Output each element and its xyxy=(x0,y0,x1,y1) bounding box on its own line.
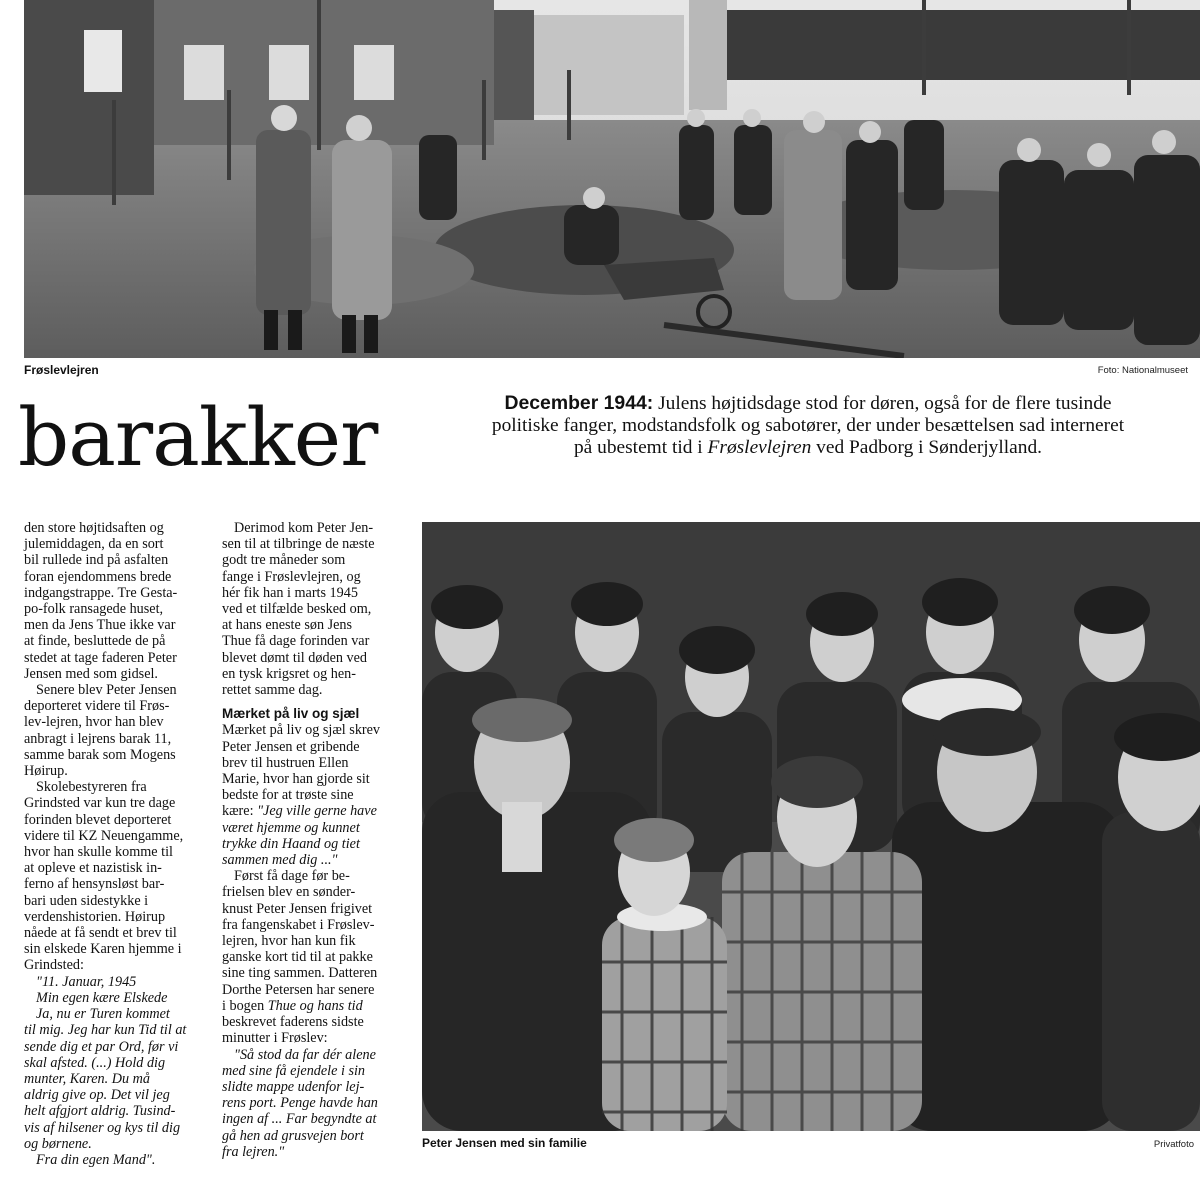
quote-line: slidte mappe udenfor lej- xyxy=(222,1078,365,1095)
text-line: ferno af hensynsløst bar- xyxy=(24,876,165,893)
intro-lead: December 1944: xyxy=(504,392,654,414)
text-line: Først få dage før be- xyxy=(234,868,350,885)
text-line: knust Peter Jensen frigivet xyxy=(222,900,373,917)
intro-deck xyxy=(428,392,1188,459)
intro-line-3a: på ubestemt tid i xyxy=(573,437,708,458)
text-line: at finde, besluttede de på xyxy=(24,633,166,650)
text-line: blevet dømt til døden ved xyxy=(222,649,367,666)
family-photo-credit: Privatfoto xyxy=(1153,1139,1194,1150)
camp-photo-caption: Frøslevlejren xyxy=(24,363,99,377)
family-photo xyxy=(422,522,1200,1131)
letter-line: Ja, nu er Turen kommet xyxy=(36,1006,170,1023)
text-line: lejren, hvor han kun fik xyxy=(222,933,356,950)
text-line: sen til at tilbringe de næste xyxy=(222,536,375,553)
text-line: godt tre måneder som xyxy=(222,552,346,569)
text-line: Marie, hvor han gjorde sit xyxy=(222,771,370,788)
text-line: Derimod kom Peter Jen- xyxy=(234,520,374,536)
text-line: sin elskede Karen hjemme i xyxy=(24,941,182,958)
article-column-1 xyxy=(24,520,214,1168)
text-line: Jensen med som gidsel. xyxy=(24,665,158,682)
letter-line: skal afsted. (...) Hold dig xyxy=(24,1054,166,1071)
text-line: Mærket på liv og sjæl skrev xyxy=(222,722,381,739)
text-line: hér fik han i marts 1945 xyxy=(222,584,358,601)
intro-line-3b: ved Padborg i Sønderjylland. xyxy=(811,437,1042,458)
text-line: verdenshistorien. Høirup xyxy=(24,908,166,925)
headline: barakker xyxy=(18,391,378,484)
subheading: Mærket på liv og sjæl xyxy=(222,706,360,722)
text-line: fange i Frøslevlejren, og xyxy=(222,568,361,585)
letter-line: aldrig give op. Det vil jeg xyxy=(24,1087,170,1104)
text-line: Skolebestyreren fra xyxy=(36,779,147,796)
text-line: at hans eneste søn Jens xyxy=(222,617,353,634)
text-line: frielsen blev en sønder- xyxy=(222,884,356,901)
text-line: anbragt i lejrens barak 11, xyxy=(24,730,172,747)
text-line: julemiddagen, da en sort xyxy=(24,536,164,553)
text-line: sine ting sammen. Datteren xyxy=(222,965,378,982)
text-line: fra fangenskabet i Frøslev- xyxy=(222,916,375,933)
text-line: indgangstrappe. Tre Gesta- xyxy=(24,584,178,601)
text-line: samme barak som Mogens xyxy=(24,746,176,763)
text-line: Høirup. xyxy=(24,763,68,780)
letter-line: sende dig et par Ord, før vi xyxy=(24,1038,179,1055)
letter-line: Fra din egen Mand". xyxy=(36,1151,156,1168)
text-line: deporteret videre til Frøs- xyxy=(24,698,170,715)
text-line: bari uden sidestykke i xyxy=(24,892,149,909)
text-line: Peter Jensen et gribende xyxy=(222,738,360,755)
letter-line: munter, Karen. Du må xyxy=(24,1070,150,1087)
letter-line: Min egen kære Elskede xyxy=(36,989,168,1006)
quote-line: trykke din Haand og tiet xyxy=(222,835,360,852)
camp-photo-credit: Foto: Nationalmuseet xyxy=(1097,365,1188,376)
intro-line-1: Julens højtidsdage stod for døren, også for de flere tusinde xyxy=(653,393,1112,414)
text-line: den store højtidsaften og xyxy=(24,520,164,536)
text-line: ved et tilfælde besked om, xyxy=(222,601,372,618)
text-line: rettet samme dag. xyxy=(222,682,323,699)
text-line: minutter i Frøslev: xyxy=(222,1030,328,1047)
family-photo-caption: Peter Jensen med sin familie xyxy=(422,1136,587,1150)
letter-line: og børnene. xyxy=(24,1135,92,1152)
letter-line: "11. Januar, 1945 xyxy=(36,973,137,990)
text-line: at opleve et nazistisk in- xyxy=(24,860,162,877)
text-line: bedste for at trøste sine xyxy=(222,787,354,804)
quote-line: sammen med dig ..." xyxy=(222,852,338,869)
quote-line: rens port. Penge havde han xyxy=(222,1095,378,1112)
text-line: Grindsted: xyxy=(24,957,84,974)
text-line: nåede at få sendt et brev til xyxy=(24,925,177,942)
letter-line: helt afgjort aldrig. Tusind- xyxy=(24,1103,176,1120)
article-column-2 xyxy=(222,520,414,1160)
text-line: Thue få dage forinden var xyxy=(222,633,370,650)
book-title: Thue og hans tid xyxy=(267,997,363,1014)
quote-line: været hjemme og kunnet xyxy=(222,819,360,836)
text-line: foran ejendommens brede xyxy=(24,568,172,585)
text-line: Senere blev Peter Jensen xyxy=(36,682,177,699)
letter-line: til mig. Jeg har kun Tid til at xyxy=(24,1022,187,1039)
text-line: forinden blevet deporteret xyxy=(24,811,172,828)
text-line: brev til hustruen Ellen xyxy=(222,754,349,771)
text-line: lev-lejren, hvor han blev xyxy=(24,714,164,731)
quote-line: med sine få ejendele i sin xyxy=(222,1062,366,1079)
text-line: men da Jens Thue ikke var xyxy=(24,617,176,634)
text-line: en tysk krigsret og hen- xyxy=(222,665,356,682)
letter-line: vis af hilsener og kys til dig xyxy=(24,1119,181,1136)
text-line: hvor han skulle komme til xyxy=(24,844,173,861)
text-line: stedet at tage faderen Peter xyxy=(24,649,177,666)
quote-line: "Så stod da far dér alene xyxy=(234,1046,376,1063)
quote-line: fra lejren." xyxy=(222,1143,285,1160)
text-line: ganske kort tid til at pakke xyxy=(222,949,373,966)
intro-camp-name: Frøslevlejren xyxy=(707,437,812,458)
text-line: Dorthe Petersen har senere xyxy=(222,981,375,998)
text-line: i bogen xyxy=(222,997,268,1014)
quote-line: gå hen ad grusvejen bort xyxy=(222,1127,364,1144)
quote-line: "Jeg ville gerne have xyxy=(257,803,377,820)
text-line: bil rullede ind på asfalten xyxy=(24,552,169,569)
intro-line-2: politiske fanger, modstandsfolk og sabotører, der under besættelsen sad interneret xyxy=(491,415,1125,436)
text-line: beskrevet faderens sidste xyxy=(222,1014,364,1031)
text-line: Grindsted var kun tre dage xyxy=(24,795,176,812)
text-line: videre til KZ Neuengamme, xyxy=(24,827,184,844)
text-line: kære: xyxy=(222,803,258,820)
text-line: po-folk ransagede huset, xyxy=(24,601,164,618)
quote-line: ingen af ... Far begyndte at xyxy=(222,1111,377,1128)
camp-photo xyxy=(24,0,1200,358)
